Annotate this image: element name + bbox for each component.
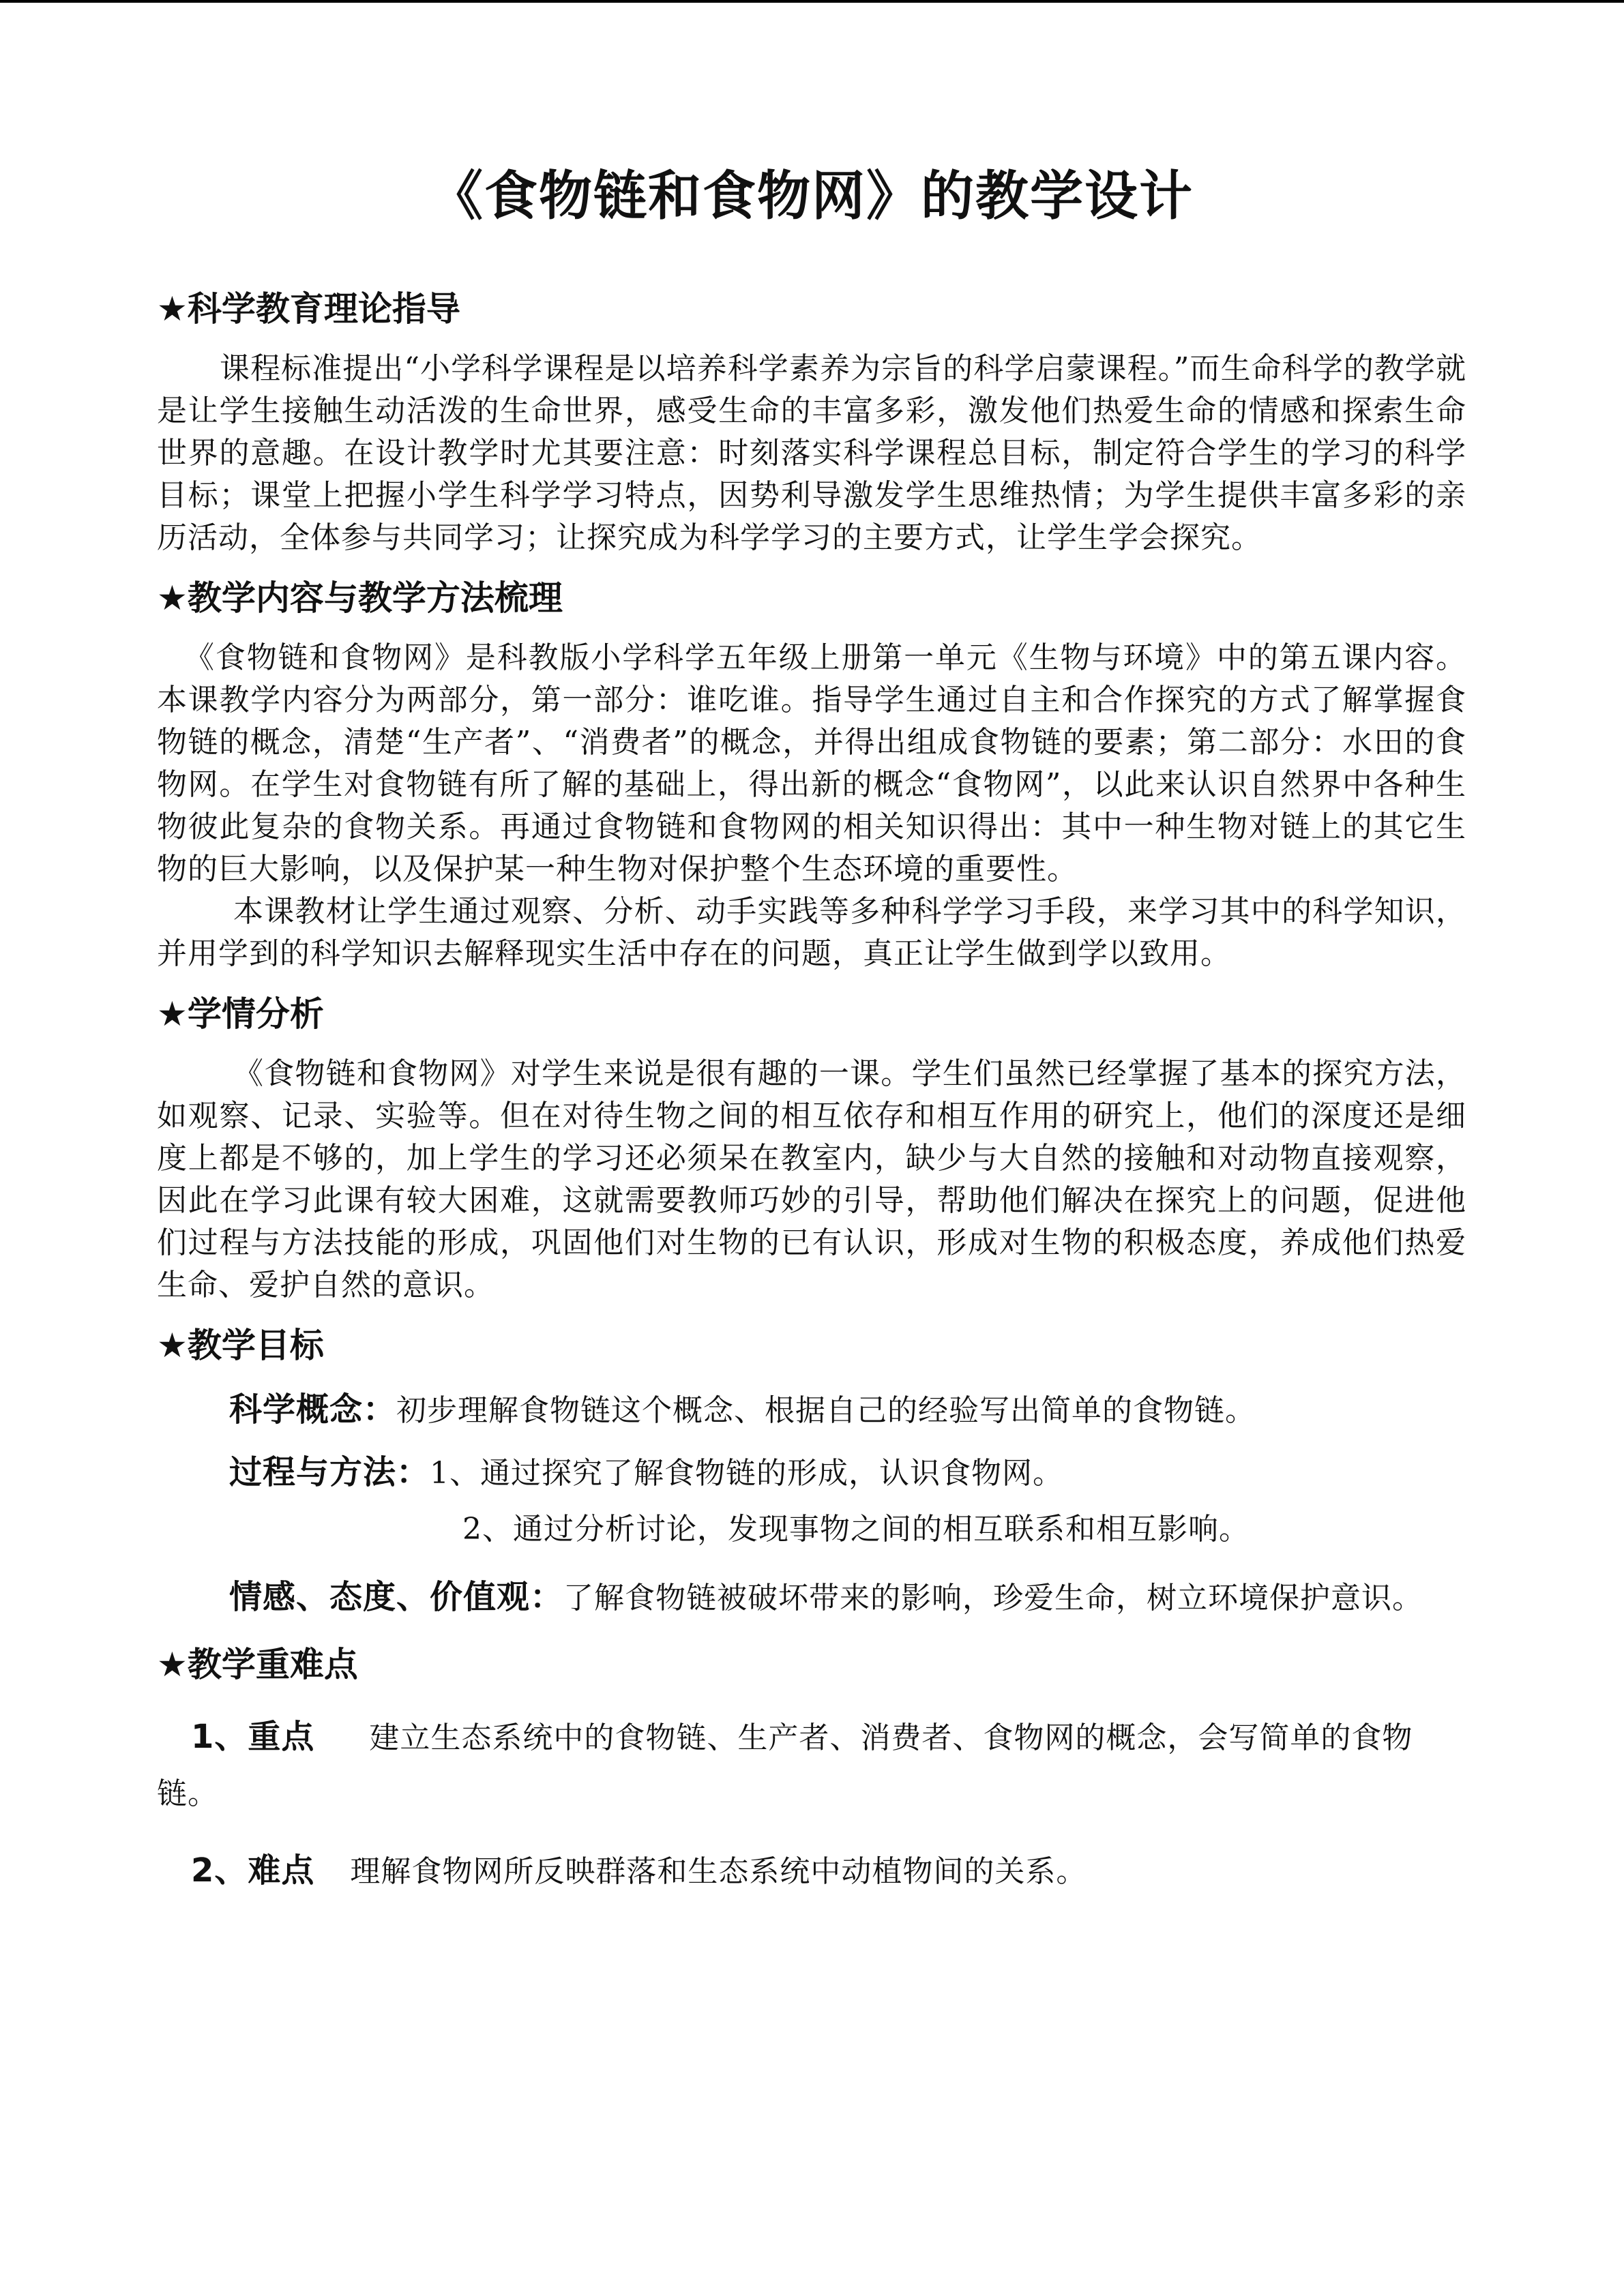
section-content-methods (157, 574, 1466, 975)
learner-analysis-paragraph: 《食物链和食物网》对学生来说是很有趣的一课。学生们虽然已经掌握了基本的探究方法，如观察、记录、实验等。但在对待生物之间的相互依存和相互作用的研究上，他们的深度还是细度上都是不够的，加上学生的学习还必须呆在教室内，缺少与大自然的接触和对动物直接观察，因此在学习此课有较大困难，这就需要教师巧妙的引导，帮助他们解决在探究上的问题，促进他们过程与方法技能的形成，巩固他们对生物的已有认识，形成对生物的积极态度，养成他们热爱生命、爱护自然的意识。 (157, 1056, 1466, 1302)
section-learner-analysis (157, 990, 1466, 1307)
document-page (157, 150, 1466, 1915)
section-heading-learner-analysis: ★学情分析 (157, 994, 324, 1034)
objective-process (157, 1451, 1466, 1495)
section-heading-objectives: ★教学目标 (157, 1325, 324, 1365)
objective-concept (157, 1388, 1466, 1432)
difficulty-label: 2、难点 (191, 1851, 315, 1890)
content-paragraph-1: 《食物链和食物网》是科教版小学科学五年级上册第一单元《生物与环境》中的第五课内容。本课教学内容分为两部分，第一部分：谁吃谁。指导学生通过自主和合作探究的方式了解掌握食物链的概念，清楚“生产者”、“消费者”的概念，并得出组成食物链的要素；第二部分：水田的食物网。在学生对食物链有所了解的基础上，得出新的概念“食物网”，以此来认识自然界中各种生物彼此复杂的食物关系。再通过食物链和食物网的相关知识得出：其中一种生物对链上的其它生物的巨大影响，以及保护某一种生物对保护整个生态环境的重要性。 (157, 640, 1466, 886)
objective-process-text-1: 1、通过探究了解食物链的形成，认识食物网。 (430, 1455, 1064, 1491)
difficulty-text: 理解食物网所反映群落和生态系统中动植物间的关系。 (350, 1853, 1087, 1889)
objective-values-text: 了解食物链被破坏带来的影响，珍爱生命，树立环境保护意识。 (563, 1580, 1423, 1615)
objective-process-text-2: 2、通过分析讨论，发现事物之间的相互联系和相互影响。 (462, 1511, 1250, 1547)
objective-process-label: 过程与方法： (229, 1452, 430, 1491)
objective-concept-text: 初步理解食物链这个概念、根据自己的经验写出简单的食物链。 (396, 1392, 1256, 1428)
key-point-label: 1、重点 (191, 1717, 315, 1756)
content-paragraph-2: 本课教材让学生通过观察、分析、动手实践等多种科学学习手段，来学习其中的科学知识，并用学到的科学知识去解释现实生活中存在的问题，真正让学生做到学以致用。 (157, 893, 1466, 971)
objective-values-label: 情感、态度、价值观： (229, 1577, 564, 1616)
key-point-text: 建立生态系统中的食物链、生产者、消费者、食物网的概念，会写简单的食物链。 (157, 1720, 1413, 1811)
section-heading-content-methods: ★教学内容与教学方法梳理 (157, 578, 563, 618)
objective-values (157, 1570, 1466, 1626)
document-title: 《食物链和食物网》的教学设计 (429, 166, 1194, 227)
objective-concept-label: 科学概念： (229, 1390, 397, 1429)
page-top-border (0, 0, 1624, 3)
section-heading-theory: ★科学教育理论指导 (157, 288, 460, 329)
theory-paragraph: 课程标准提出“小学科学课程是以培养科学素养为宗旨的科学启蒙课程。”而生命科学的教学就是让学生接触生动活泼的生命世界，感受生命的丰富多彩，激发他们热爱生命的情感和探索生命世界的意趣。在设计教学时尤其要注意：时刻落实科学课程总目标，制定符合学生的学习的科学目标；课堂上把握小学生科学学习特点，因势利导激发学生思维热情；为学生提供丰富多彩的亲历活动，全体参与共同学习；让探究成为科学学习的主要方式，让学生学会探究。 (157, 351, 1466, 555)
section-theory (157, 285, 1466, 559)
section-objectives (157, 1322, 1466, 1626)
section-key-points (157, 1641, 1466, 1900)
difficulty-line (157, 1843, 1466, 1900)
key-point-line (157, 1709, 1466, 1822)
section-heading-key-points: ★教学重难点 (157, 1644, 358, 1684)
